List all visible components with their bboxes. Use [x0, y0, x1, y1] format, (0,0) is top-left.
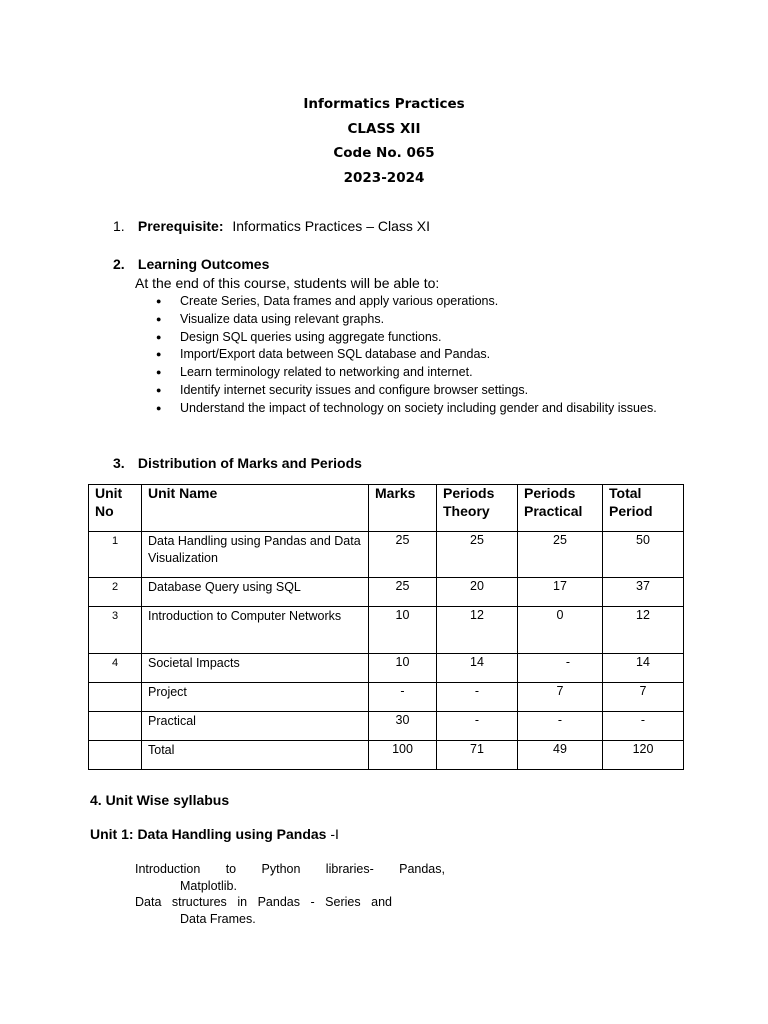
- syllabus-paragraph: [135, 861, 445, 894]
- class-title: CLASS XII: [347, 120, 421, 137]
- paragraph-line: Introduction to Python libraries- Pandas,: [135, 862, 445, 876]
- header-unit-name: Unit Name: [142, 485, 369, 532]
- table-row: [89, 607, 684, 654]
- cell-unit-no: [89, 741, 142, 770]
- outcome-item: ● Identify internet security issues and configure browser settings.: [135, 382, 675, 400]
- section-title: Distribution of Marks and Periods: [137, 455, 362, 471]
- cell-theory: -: [437, 712, 518, 741]
- cell-theory: 20: [437, 578, 518, 607]
- cell-theory: 14: [437, 654, 518, 683]
- paragraph-line: Data structures in Pandas - Series and: [135, 895, 392, 909]
- table-row: [89, 578, 684, 607]
- table-row: [89, 712, 684, 741]
- table-row: [89, 741, 684, 770]
- outcome-item: ● Understand the impact of technology on society including gender and disability issues.: [135, 400, 675, 418]
- table-row: [89, 654, 684, 683]
- cell-theory: 71: [437, 741, 518, 770]
- outcome-item: ● Create Series, Data frames and apply various operations.: [135, 293, 675, 311]
- syllabus-heading: 4. Unit Wise syllabus: [90, 792, 230, 808]
- section-prerequisite: [113, 218, 430, 234]
- cell-unit-name: Societal Impacts: [142, 654, 369, 683]
- cell-unit-no: 2: [89, 578, 142, 607]
- prerequisite-label: Prerequisite:: [137, 218, 224, 234]
- outcome-item: ● Learn terminology related to networking and internet.: [135, 364, 675, 382]
- paragraph-line: Data Frames.: [180, 911, 256, 926]
- section-title: Learning Outcomes: [137, 256, 270, 272]
- cell-unit-no: [89, 683, 142, 712]
- cell-unit-name: Database Query using SQL: [142, 578, 369, 607]
- outcome-item: ● Design SQL queries using aggregate functions.: [135, 329, 675, 347]
- outcome-item: ● Import/Export data between SQL database and Pandas.: [135, 346, 675, 364]
- cell-unit-no: 4: [89, 654, 142, 683]
- header-marks: Marks: [369, 485, 437, 532]
- prerequisite-value: Informatics Practices – Class XI: [232, 218, 430, 234]
- cell-practical: -: [518, 712, 603, 741]
- cell-unit-name: Data Handling using Pandas and Data Visualization: [142, 532, 369, 578]
- cell-unit-name: Practical: [142, 712, 369, 741]
- marks-distribution-table: [88, 484, 684, 770]
- cell-unit-name: Introduction to Computer Networks: [142, 607, 369, 654]
- syllabus-paragraph: [135, 894, 392, 927]
- table-row: [89, 683, 684, 712]
- unit1-suffix: -I: [326, 826, 339, 842]
- cell-theory: -: [437, 683, 518, 712]
- cell-unit-no: 1: [89, 532, 142, 578]
- header-periods-practical: Periods Practical: [518, 485, 603, 532]
- cell-theory: 12: [437, 607, 518, 654]
- cell-marks: 10: [369, 654, 437, 683]
- code-number: Code No. 065: [333, 145, 435, 161]
- header-total-period: Total Period: [603, 485, 684, 532]
- academic-session: 2023-2024: [343, 169, 425, 186]
- cell-practical: 25: [518, 532, 603, 578]
- section-learning-outcomes: [113, 256, 269, 272]
- cell-marks: 25: [369, 578, 437, 607]
- outcome-item: ● Visualize data using relevant graphs.: [135, 311, 675, 329]
- cell-practical: 49: [518, 741, 603, 770]
- cell-marks: 30: [369, 712, 437, 741]
- section-number: 3.: [113, 455, 125, 471]
- cell-practical: -: [518, 654, 603, 683]
- cell-unit-no: [89, 712, 142, 741]
- section-number: 1.: [113, 218, 125, 234]
- document-title-block: [0, 94, 768, 192]
- cell-total: 7: [603, 683, 684, 712]
- cell-unit-name: Project: [142, 683, 369, 712]
- header-unit-no: Unit No: [89, 485, 142, 532]
- outcomes-intro: At the end of this course, students will be able to:: [135, 275, 440, 291]
- cell-marks: -: [369, 683, 437, 712]
- cell-practical: 17: [518, 578, 603, 607]
- cell-total: 37: [603, 578, 684, 607]
- table-row: [89, 532, 684, 578]
- cell-total: 14: [603, 654, 684, 683]
- subject-title: Informatics Practices: [303, 96, 465, 112]
- table-header-row: [89, 485, 684, 532]
- cell-practical: 7: [518, 683, 603, 712]
- cell-total: -: [603, 712, 684, 741]
- cell-marks: 100: [369, 741, 437, 770]
- paragraph-line: Matplotlib.: [180, 878, 237, 893]
- cell-marks: 25: [369, 532, 437, 578]
- outcomes-list: [135, 293, 675, 418]
- cell-total: 50: [603, 532, 684, 578]
- section-distribution: [113, 455, 362, 471]
- unit1-heading: [90, 826, 339, 842]
- cell-total: 120: [603, 741, 684, 770]
- cell-theory: 25: [437, 532, 518, 578]
- cell-unit-no: 3: [89, 607, 142, 654]
- header-periods-theory: Periods Theory: [437, 485, 518, 532]
- unit1-title: Unit 1: Data Handling using Pandas: [90, 826, 327, 842]
- section-number: 2.: [113, 256, 125, 272]
- cell-marks: 10: [369, 607, 437, 654]
- cell-unit-name: Total: [142, 741, 369, 770]
- cell-practical: 0: [518, 607, 603, 654]
- cell-total: 12: [603, 607, 684, 654]
